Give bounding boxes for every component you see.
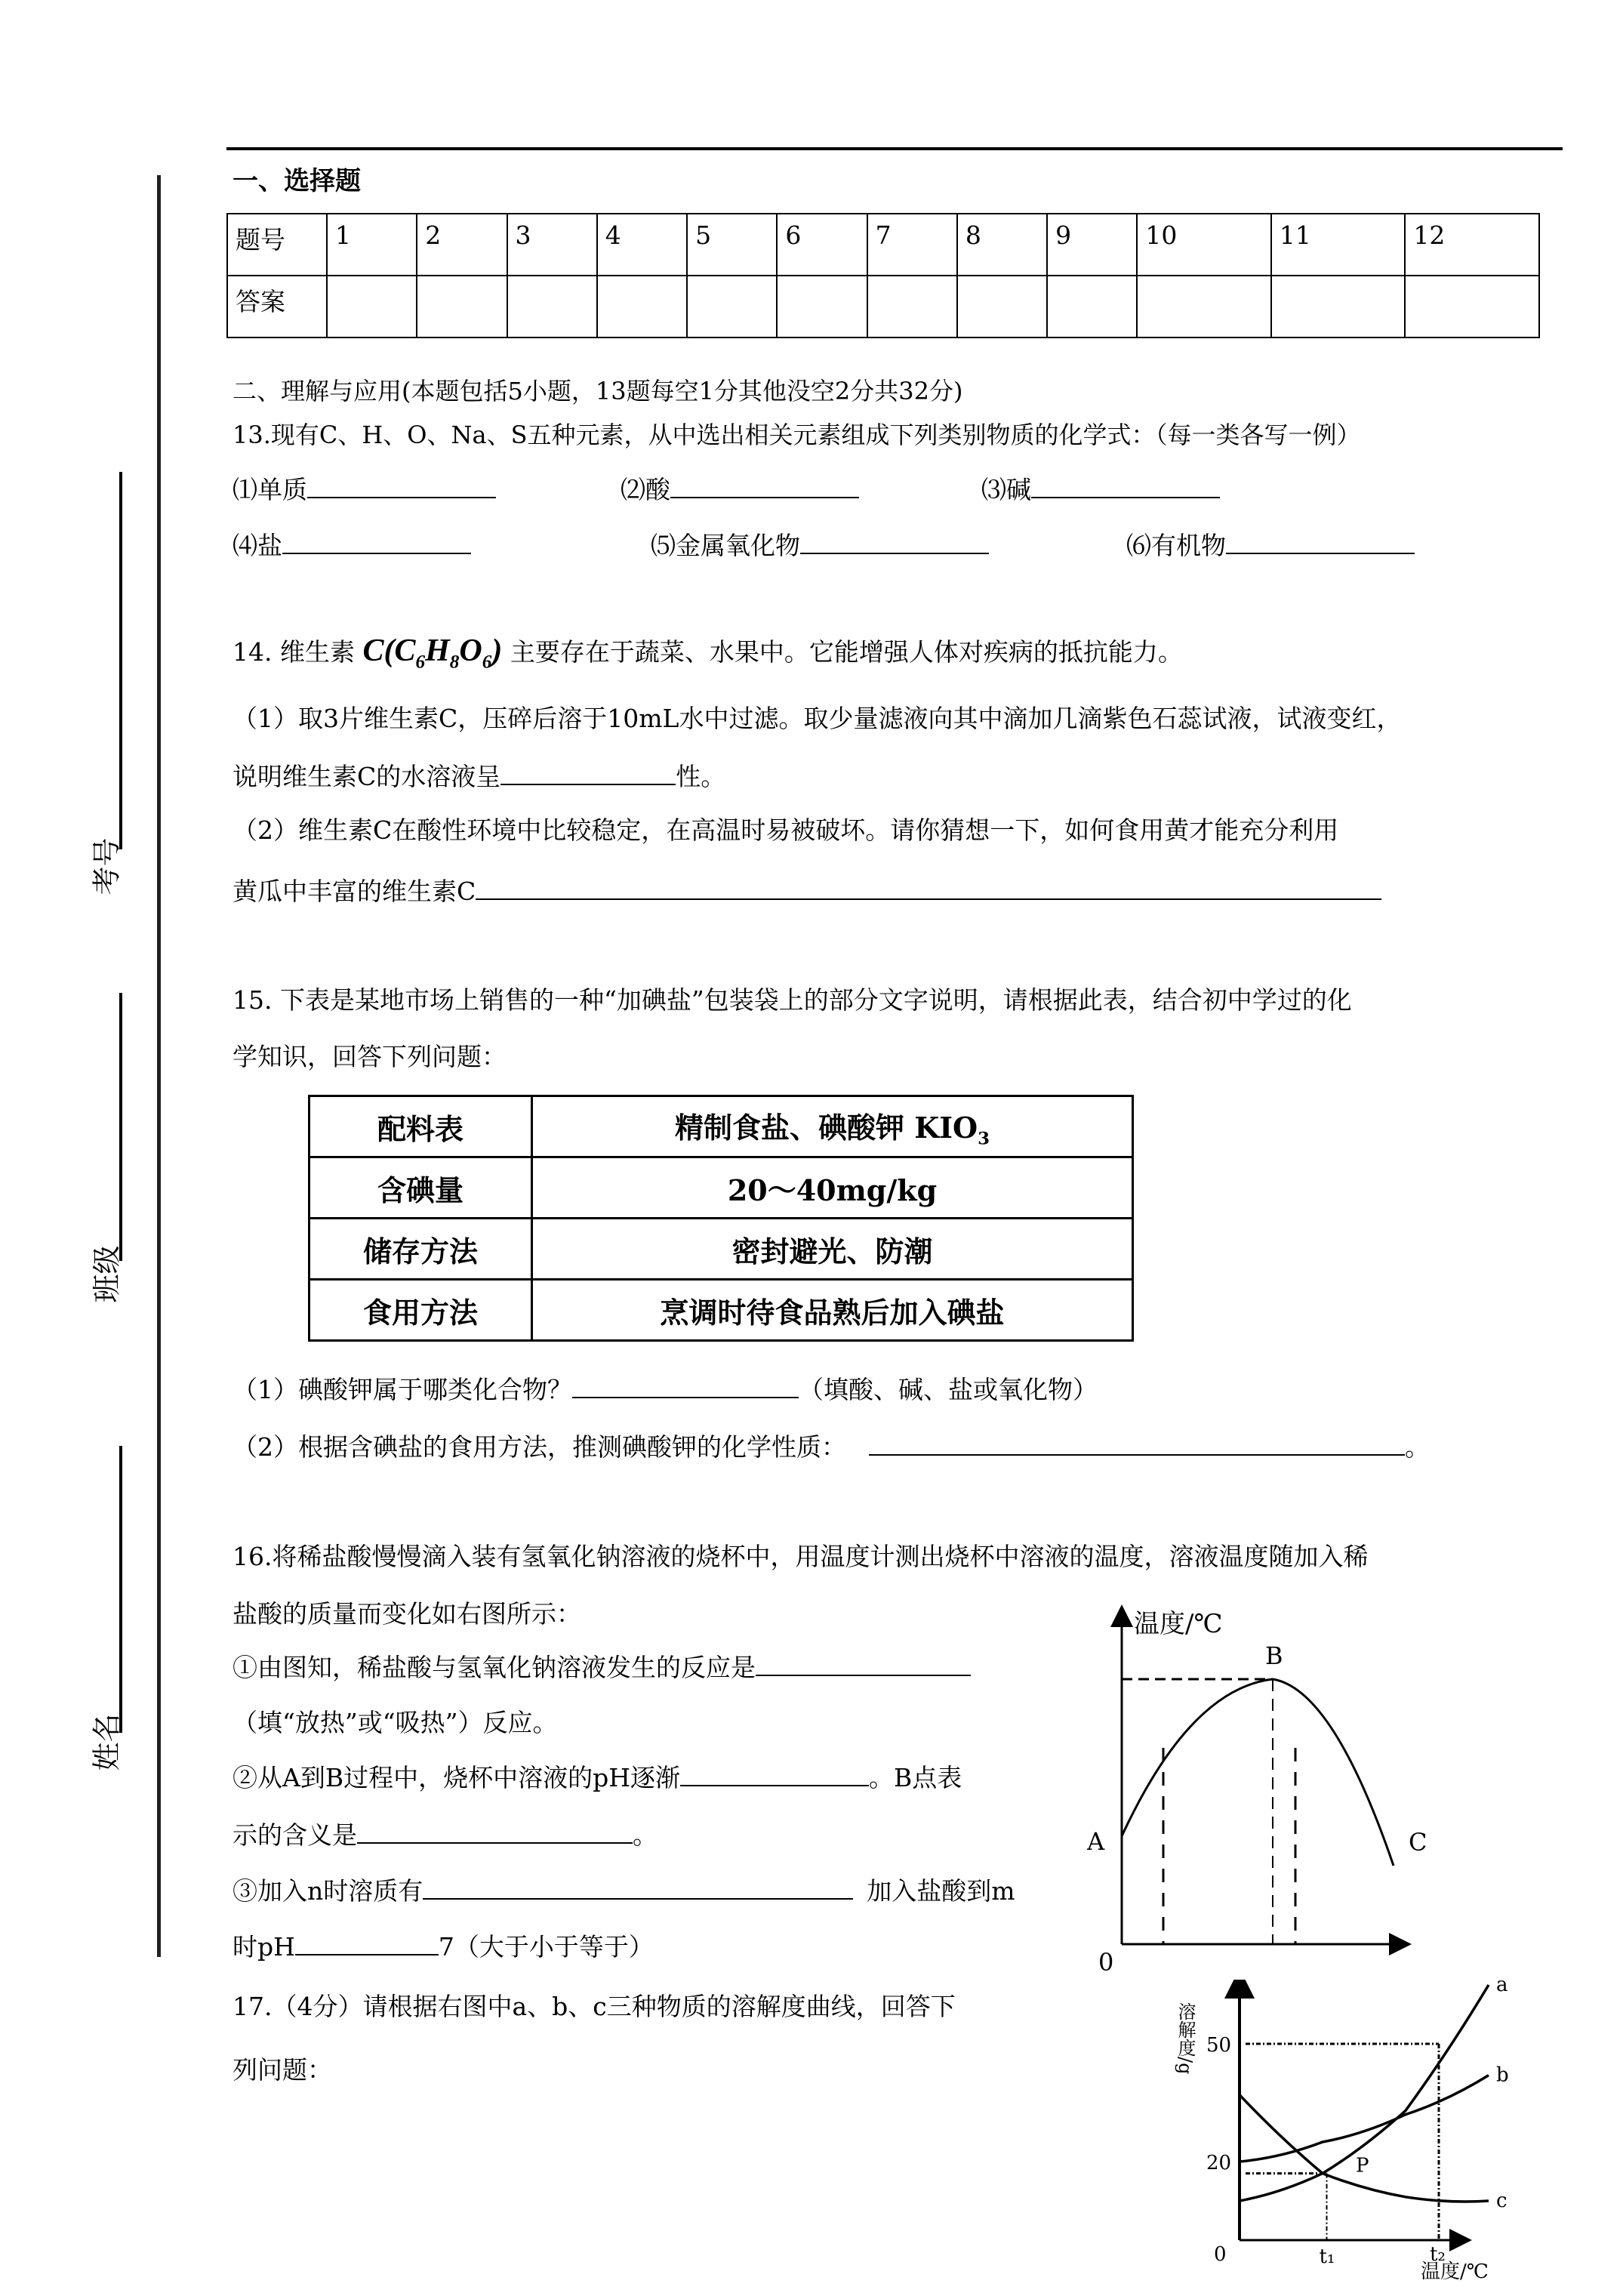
question-number: 10 xyxy=(1137,214,1271,276)
answer-blank[interactable] xyxy=(1031,474,1220,498)
answer-cell[interactable] xyxy=(1047,276,1137,337)
question-number: 2 xyxy=(417,214,507,276)
y-axis-label: 温度/℃ xyxy=(1134,1609,1223,1639)
q14-stem xyxy=(233,633,1183,677)
answer-blank[interactable] xyxy=(357,1820,633,1844)
answer-cell[interactable] xyxy=(507,276,597,337)
q15-part2: （2）根据含碘盐的食用方法，推测碘酸钾的化学性质： 。 xyxy=(233,1432,1430,1462)
answer-blank[interactable] xyxy=(1226,530,1415,554)
q16-stem-line2: 盐酸的质量而变化如右图所示： xyxy=(233,1599,581,1629)
question-number: 4 xyxy=(597,214,687,276)
table-key: 配料表 xyxy=(310,1096,532,1157)
table-value: 精制食盐、碘酸钾 $KIO_3$ xyxy=(532,1096,1133,1157)
answer-blank[interactable] xyxy=(307,474,496,498)
table-row-numbers xyxy=(227,214,1539,276)
answer-blank[interactable] xyxy=(869,1432,1405,1456)
q13-item-5 xyxy=(651,530,989,561)
item-label: ⑶碱 xyxy=(981,475,1031,504)
answer-cell[interactable] xyxy=(687,276,777,337)
q17-stem-line1: 17.（4分）请根据右图中a、b、c三种物质的溶解度曲线，回答下 xyxy=(233,1992,956,2021)
section2-title: 二、理解与应用(本题包括5小题，13题每空1分其他没空2分共32分) xyxy=(233,377,963,405)
y-tick-label: 20 xyxy=(1206,2152,1232,2174)
q14-part2-line1: （2）维生素C在酸性环境中比较稳定，在高温时易被破坏。请你猜想一下，如何食用黄才能充分利用 xyxy=(233,815,1339,845)
row-header: 答案 xyxy=(227,276,327,337)
question-number: 6 xyxy=(777,214,867,276)
question-number: 8 xyxy=(957,214,1047,276)
header-rule xyxy=(226,147,1563,150)
x-axis-label: 温度/℃ xyxy=(1421,2261,1489,2283)
answer-blank[interactable] xyxy=(680,1762,869,1786)
q13-item-2 xyxy=(621,474,859,505)
q13-item-3 xyxy=(981,474,1220,505)
q16-item1-line1: ①由图知，稀盐酸与氢氧化钠溶液发生的反应是 xyxy=(233,1652,971,1683)
answer-blank[interactable] xyxy=(572,1374,799,1398)
temperature-chart xyxy=(1087,1601,1495,1993)
answer-blank[interactable] xyxy=(476,876,1381,900)
q13-item-6 xyxy=(1126,530,1415,561)
q15-stem-line1: 15. 下表是某地市场上销售的一种“加碘盐”包装袋上的部分文字说明，请根据此表，结合初中学过的化 xyxy=(233,985,1352,1015)
q16-item2-line2: 示的含义是 。 xyxy=(233,1820,658,1850)
row-header: 题号 xyxy=(227,214,327,276)
q14-part1-line1: （1）取3片维生素C，压碎后溶于10mL水中过滤。取少量滤液向其中滴加几滴紫色石蕊试液，试液变红， xyxy=(233,704,1402,733)
curve-label-b: b xyxy=(1496,2063,1509,2087)
answer-blank[interactable] xyxy=(756,1652,971,1676)
iodized-salt-table xyxy=(308,1095,1134,1342)
table-value: 20～40mg/kg xyxy=(532,1157,1133,1219)
point-label-P: P xyxy=(1356,2154,1369,2177)
q16-stem-line1: 16.将稀盐酸慢慢滴入装有氢氧化钠溶液的烧杯中，用温度计测出烧杯中溶液的温度，溶液温度随加入稀 xyxy=(233,1542,1369,1571)
y-tick-label: 50 xyxy=(1206,2034,1232,2057)
answer-blank[interactable] xyxy=(295,1931,439,1955)
answer-cell[interactable] xyxy=(777,276,867,337)
y-axis-label: 溶解度/g xyxy=(1175,2002,1196,2075)
answer-cell[interactable] xyxy=(597,276,687,337)
table-row xyxy=(310,1096,1133,1157)
answer-cell[interactable] xyxy=(867,276,957,337)
x-tick-label: t₁ xyxy=(1319,2245,1335,2268)
vitamin-c-formula: $C(C_6H_8O_6)$ xyxy=(362,633,503,673)
question-number: 3 xyxy=(507,214,597,276)
q16-item1-line2: （填“放热”或“吸热”）反应。 xyxy=(233,1708,558,1737)
answer-cell[interactable] xyxy=(957,276,1047,337)
answer-cell[interactable] xyxy=(1271,276,1406,337)
x-tick-label: t₂ xyxy=(1430,2243,1446,2266)
q15-stem-line2: 学知识，回答下列问题： xyxy=(233,1042,507,1071)
question-number: 11 xyxy=(1271,214,1406,276)
q13-item-4 xyxy=(233,530,471,561)
point-label-B: B xyxy=(1265,1641,1283,1670)
name-label: 姓名 xyxy=(90,1713,124,1771)
table-value: 烹调时待食品熟后加入碘盐 xyxy=(532,1280,1133,1341)
curve-label-c: c xyxy=(1496,2190,1508,2212)
exam-number-label: 考号 xyxy=(90,837,124,895)
q16-item3-line2: 时pH 7（大于小于等于） xyxy=(233,1932,654,1962)
item-label: ⑸金属氧化物 xyxy=(651,531,800,560)
binding-margin-line xyxy=(157,175,161,1957)
table-key: 食用方法 xyxy=(310,1280,532,1341)
answer-cell[interactable] xyxy=(1405,276,1539,337)
question-number: 9 xyxy=(1047,214,1137,276)
class-label: 班级 xyxy=(90,1245,124,1303)
solubility-curve-c xyxy=(1240,2095,1489,2202)
answer-blank[interactable] xyxy=(670,474,859,498)
answer-blank[interactable] xyxy=(282,530,471,554)
point-label-C: C xyxy=(1409,1828,1427,1857)
class-field[interactable] xyxy=(119,993,122,1261)
question-number: 7 xyxy=(867,214,957,276)
q17-stem-line2: 列问题： xyxy=(233,2055,332,2085)
table-row-answers xyxy=(227,276,1539,337)
answer-cell[interactable] xyxy=(327,276,417,337)
q16-item3-line1: ③加入n时溶质有 加入盐酸到m xyxy=(233,1876,1015,1906)
item-label: ⑷盐 xyxy=(233,531,282,560)
q13-stem: 13.现有C、H、O、Na、S五种元素，从中选出相关元素组成下列类别物质的化学式：（每一类各写一例） xyxy=(233,421,1361,449)
table-row xyxy=(310,1157,1133,1219)
answer-blank[interactable] xyxy=(800,530,989,554)
origin-label: 0 xyxy=(1214,2243,1227,2266)
solubility-curve-b xyxy=(1240,2076,1489,2162)
q14-prefix: 14. 维生素 xyxy=(233,637,355,667)
answer-blank[interactable] xyxy=(423,1875,853,1900)
section1-title: 一、选择题 xyxy=(233,166,361,196)
curve-label-a: a xyxy=(1496,1980,1508,1996)
table-key: 含碘量 xyxy=(310,1157,532,1219)
answer-cell[interactable] xyxy=(1137,276,1271,337)
answer-blank[interactable] xyxy=(500,761,676,785)
question-number: 5 xyxy=(687,214,777,276)
question-number: 12 xyxy=(1405,214,1539,276)
q14-part2-line2: 黄瓜中丰富的维生素C xyxy=(233,876,1381,907)
q13-item-1 xyxy=(233,474,496,505)
item-label: ⑵酸 xyxy=(621,475,670,504)
item-label: ⑹有机物 xyxy=(1126,531,1226,560)
name-field[interactable] xyxy=(119,1446,122,1733)
table-value: 密封避光、防潮 xyxy=(532,1219,1133,1280)
q14-part1-line2: 说明维生素C的水溶液呈 性。 xyxy=(233,762,726,791)
answer-cell[interactable] xyxy=(417,276,507,337)
q16-item2-line1: ②从A到B过程中，烧杯中溶液的pH逐渐 。B点表 xyxy=(233,1763,962,1792)
solubility-chart xyxy=(1117,1980,1540,2296)
q15-part1: （1）碘酸钾属于哪类化合物？ （填酸、碱、盐或氧化物） xyxy=(233,1375,1098,1404)
item-label: ⑴单质 xyxy=(233,475,307,504)
q14-stem-rest: 主要存在于蔬菜、水果中。它能增强人体对疾病的抵抗能力。 xyxy=(510,637,1183,667)
answer-table xyxy=(226,213,1540,338)
exam-number-field[interactable] xyxy=(119,472,122,849)
point-label-A: A xyxy=(1087,1827,1105,1856)
question-number: 1 xyxy=(327,214,417,276)
table-key: 储存方法 xyxy=(310,1219,532,1280)
origin-label: 0 xyxy=(1098,1948,1114,1977)
table-row xyxy=(310,1219,1133,1280)
table-row xyxy=(310,1280,1133,1341)
